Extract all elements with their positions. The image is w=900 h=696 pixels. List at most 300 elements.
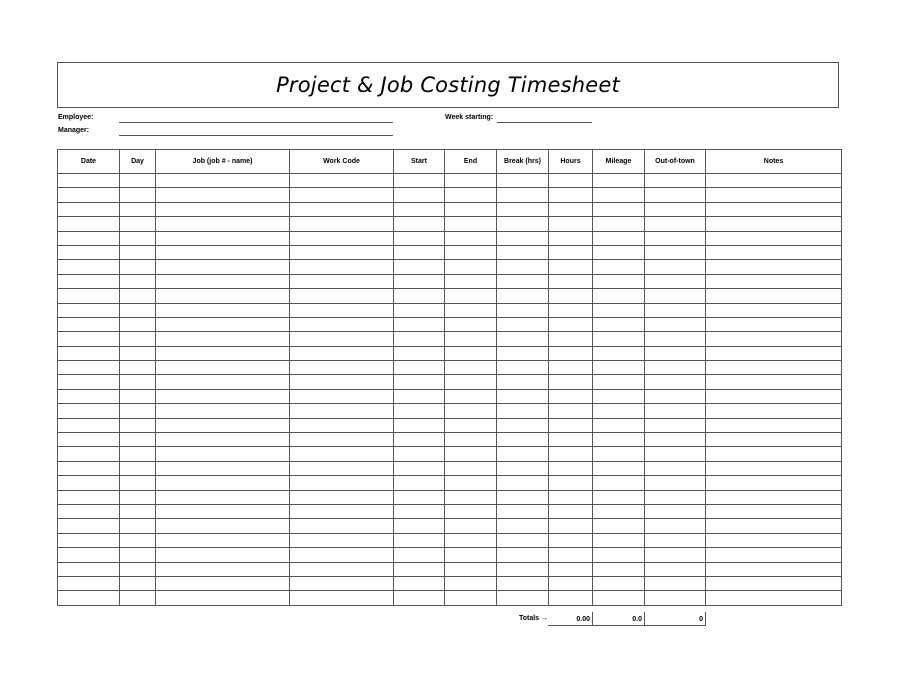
table-cell[interactable] (58, 447, 120, 461)
table-cell[interactable] (58, 231, 120, 245)
table-cell[interactable] (58, 217, 120, 231)
table-cell[interactable] (156, 562, 290, 576)
table-cell[interactable] (549, 274, 593, 288)
table-cell[interactable] (593, 533, 645, 547)
table-cell[interactable] (549, 533, 593, 547)
table-cell[interactable] (645, 332, 706, 346)
table-cell[interactable] (394, 361, 445, 375)
table-cell[interactable] (497, 245, 549, 259)
table-cell[interactable] (497, 576, 549, 590)
table-cell[interactable] (58, 260, 120, 274)
table-cell[interactable] (156, 461, 290, 475)
table-cell[interactable] (394, 346, 445, 360)
table-cell[interactable] (58, 202, 120, 216)
table-cell[interactable] (290, 447, 394, 461)
table-cell[interactable] (120, 519, 156, 533)
table-cell[interactable] (445, 404, 497, 418)
table-cell[interactable] (445, 447, 497, 461)
table-cell[interactable] (394, 260, 445, 274)
table-cell[interactable] (290, 361, 394, 375)
table-cell[interactable] (497, 217, 549, 231)
table-cell[interactable] (593, 317, 645, 331)
table-cell[interactable] (58, 174, 120, 188)
table-cell[interactable] (120, 231, 156, 245)
table-cell[interactable] (549, 332, 593, 346)
table-cell[interactable] (58, 289, 120, 303)
table-cell[interactable] (645, 418, 706, 432)
table-cell[interactable] (120, 332, 156, 346)
table-cell[interactable] (156, 217, 290, 231)
table-cell[interactable] (120, 404, 156, 418)
table-cell[interactable] (497, 433, 549, 447)
table-cell[interactable] (58, 548, 120, 562)
table-cell[interactable] (394, 289, 445, 303)
table-cell[interactable] (156, 188, 290, 202)
table-cell[interactable] (593, 461, 645, 475)
table-cell[interactable] (549, 188, 593, 202)
table-cell[interactable] (445, 519, 497, 533)
table-cell[interactable] (445, 317, 497, 331)
table-cell[interactable] (394, 548, 445, 562)
table-cell[interactable] (445, 188, 497, 202)
table-cell[interactable] (156, 303, 290, 317)
table-cell[interactable] (394, 274, 445, 288)
table-cell[interactable] (497, 274, 549, 288)
table-cell[interactable] (645, 245, 706, 259)
table-cell[interactable] (394, 519, 445, 533)
table-cell[interactable] (706, 476, 842, 490)
table-cell[interactable] (706, 317, 842, 331)
table-cell[interactable] (156, 174, 290, 188)
table-cell[interactable] (549, 576, 593, 590)
table-cell[interactable] (120, 548, 156, 562)
table-cell[interactable] (394, 447, 445, 461)
table-cell[interactable] (706, 404, 842, 418)
table-cell[interactable] (497, 447, 549, 461)
table-cell[interactable] (120, 562, 156, 576)
table-cell[interactable] (497, 548, 549, 562)
table-cell[interactable] (645, 433, 706, 447)
table-cell[interactable] (445, 418, 497, 432)
table-cell[interactable] (593, 404, 645, 418)
table-cell[interactable] (706, 461, 842, 475)
table-cell[interactable] (706, 303, 842, 317)
table-cell[interactable] (290, 202, 394, 216)
table-cell[interactable] (120, 433, 156, 447)
table-cell[interactable] (290, 346, 394, 360)
table-cell[interactable] (645, 361, 706, 375)
table-cell[interactable] (156, 490, 290, 504)
table-cell[interactable] (445, 174, 497, 188)
table-cell[interactable] (497, 591, 549, 605)
table-cell[interactable] (445, 217, 497, 231)
table-cell[interactable] (290, 490, 394, 504)
table-cell[interactable] (394, 461, 445, 475)
table-cell[interactable] (497, 361, 549, 375)
table-cell[interactable] (645, 404, 706, 418)
table-cell[interactable] (645, 562, 706, 576)
table-cell[interactable] (120, 591, 156, 605)
table-cell[interactable] (120, 202, 156, 216)
table-cell[interactable] (497, 231, 549, 245)
table-cell[interactable] (58, 519, 120, 533)
table-cell[interactable] (549, 375, 593, 389)
table-cell[interactable] (156, 576, 290, 590)
table-cell[interactable] (593, 274, 645, 288)
table-cell[interactable] (706, 274, 842, 288)
table-cell[interactable] (445, 476, 497, 490)
table-cell[interactable] (290, 231, 394, 245)
table-cell[interactable] (58, 274, 120, 288)
table-cell[interactable] (58, 504, 120, 518)
table-cell[interactable] (497, 260, 549, 274)
table-cell[interactable] (156, 447, 290, 461)
table-cell[interactable] (58, 591, 120, 605)
table-cell[interactable] (549, 289, 593, 303)
table-cell[interactable] (549, 217, 593, 231)
table-cell[interactable] (120, 533, 156, 547)
table-cell[interactable] (290, 375, 394, 389)
table-cell[interactable] (445, 361, 497, 375)
table-cell[interactable] (706, 433, 842, 447)
table-cell[interactable] (549, 389, 593, 403)
table-cell[interactable] (497, 476, 549, 490)
table-cell[interactable] (156, 332, 290, 346)
table-cell[interactable] (290, 274, 394, 288)
table-cell[interactable] (290, 332, 394, 346)
table-cell[interactable] (593, 245, 645, 259)
table-cell[interactable] (593, 188, 645, 202)
table-cell[interactable] (156, 245, 290, 259)
table-cell[interactable] (394, 576, 445, 590)
table-cell[interactable] (394, 389, 445, 403)
table-cell[interactable] (156, 346, 290, 360)
table-cell[interactable] (593, 303, 645, 317)
table-cell[interactable] (549, 418, 593, 432)
table-cell[interactable] (290, 591, 394, 605)
table-cell[interactable] (120, 245, 156, 259)
table-cell[interactable] (58, 303, 120, 317)
table-cell[interactable] (549, 519, 593, 533)
table-cell[interactable] (290, 174, 394, 188)
table-cell[interactable] (549, 260, 593, 274)
table-cell[interactable] (445, 231, 497, 245)
table-cell[interactable] (156, 260, 290, 274)
table-cell[interactable] (549, 591, 593, 605)
table-cell[interactable] (645, 447, 706, 461)
table-cell[interactable] (156, 404, 290, 418)
table-cell[interactable] (156, 504, 290, 518)
table-cell[interactable] (394, 533, 445, 547)
table-cell[interactable] (290, 461, 394, 475)
table-cell[interactable] (394, 418, 445, 432)
table-cell[interactable] (445, 461, 497, 475)
table-cell[interactable] (593, 548, 645, 562)
table-cell[interactable] (445, 562, 497, 576)
table-cell[interactable] (290, 303, 394, 317)
table-cell[interactable] (290, 504, 394, 518)
table-cell[interactable] (445, 375, 497, 389)
table-cell[interactable] (394, 476, 445, 490)
table-cell[interactable] (156, 519, 290, 533)
table-cell[interactable] (549, 174, 593, 188)
table-cell[interactable] (497, 404, 549, 418)
table-cell[interactable] (706, 332, 842, 346)
table-cell[interactable] (645, 533, 706, 547)
table-cell[interactable] (549, 317, 593, 331)
table-cell[interactable] (497, 289, 549, 303)
table-cell[interactable] (290, 548, 394, 562)
week-starting-field[interactable] (497, 122, 592, 123)
table-cell[interactable] (120, 389, 156, 403)
table-cell[interactable] (290, 418, 394, 432)
table-cell[interactable] (549, 245, 593, 259)
table-cell[interactable] (497, 418, 549, 432)
table-cell[interactable] (645, 174, 706, 188)
table-cell[interactable] (706, 245, 842, 259)
table-cell[interactable] (58, 332, 120, 346)
table-cell[interactable] (290, 217, 394, 231)
table-cell[interactable] (593, 576, 645, 590)
table-cell[interactable] (156, 548, 290, 562)
table-cell[interactable] (290, 245, 394, 259)
table-cell[interactable] (290, 562, 394, 576)
table-cell[interactable] (593, 389, 645, 403)
table-cell[interactable] (58, 533, 120, 547)
table-cell[interactable] (394, 562, 445, 576)
table-cell[interactable] (156, 418, 290, 432)
table-cell[interactable] (593, 418, 645, 432)
table-cell[interactable] (120, 217, 156, 231)
table-cell[interactable] (645, 274, 706, 288)
table-cell[interactable] (549, 202, 593, 216)
table-cell[interactable] (58, 317, 120, 331)
table-cell[interactable] (645, 188, 706, 202)
table-cell[interactable] (706, 533, 842, 547)
table-cell[interactable] (394, 303, 445, 317)
table-cell[interactable] (156, 476, 290, 490)
table-cell[interactable] (290, 260, 394, 274)
table-cell[interactable] (445, 389, 497, 403)
table-cell[interactable] (645, 389, 706, 403)
table-cell[interactable] (156, 533, 290, 547)
table-cell[interactable] (445, 245, 497, 259)
table-cell[interactable] (497, 519, 549, 533)
table-cell[interactable] (706, 289, 842, 303)
table-cell[interactable] (394, 504, 445, 518)
table-cell[interactable] (290, 404, 394, 418)
table-cell[interactable] (497, 490, 549, 504)
table-cell[interactable] (549, 231, 593, 245)
table-cell[interactable] (445, 433, 497, 447)
table-cell[interactable] (706, 260, 842, 274)
table-cell[interactable] (706, 591, 842, 605)
table-cell[interactable] (58, 476, 120, 490)
table-cell[interactable] (549, 361, 593, 375)
table-cell[interactable] (706, 418, 842, 432)
table-cell[interactable] (593, 289, 645, 303)
table-cell[interactable] (549, 476, 593, 490)
table-cell[interactable] (497, 375, 549, 389)
table-cell[interactable] (290, 188, 394, 202)
table-cell[interactable] (645, 231, 706, 245)
table-cell[interactable] (645, 289, 706, 303)
table-cell[interactable] (549, 548, 593, 562)
table-cell[interactable] (706, 548, 842, 562)
table-cell[interactable] (58, 576, 120, 590)
table-cell[interactable] (445, 490, 497, 504)
table-cell[interactable] (497, 389, 549, 403)
table-cell[interactable] (58, 404, 120, 418)
table-cell[interactable] (394, 317, 445, 331)
table-cell[interactable] (445, 303, 497, 317)
table-cell[interactable] (445, 332, 497, 346)
table-cell[interactable] (156, 274, 290, 288)
table-cell[interactable] (120, 174, 156, 188)
table-cell[interactable] (549, 490, 593, 504)
table-cell[interactable] (156, 361, 290, 375)
table-cell[interactable] (394, 433, 445, 447)
table-cell[interactable] (445, 533, 497, 547)
table-cell[interactable] (706, 202, 842, 216)
table-cell[interactable] (706, 490, 842, 504)
table-cell[interactable] (706, 231, 842, 245)
table-cell[interactable] (497, 533, 549, 547)
table-cell[interactable] (120, 317, 156, 331)
table-cell[interactable] (645, 548, 706, 562)
table-cell[interactable] (645, 591, 706, 605)
table-cell[interactable] (394, 174, 445, 188)
table-cell[interactable] (497, 188, 549, 202)
table-cell[interactable] (593, 591, 645, 605)
table-cell[interactable] (645, 519, 706, 533)
table-cell[interactable] (290, 289, 394, 303)
table-cell[interactable] (445, 504, 497, 518)
table-cell[interactable] (156, 375, 290, 389)
table-cell[interactable] (549, 303, 593, 317)
table-cell[interactable] (58, 188, 120, 202)
table-cell[interactable] (394, 591, 445, 605)
table-cell[interactable] (706, 346, 842, 360)
table-cell[interactable] (549, 404, 593, 418)
table-cell[interactable] (394, 188, 445, 202)
table-cell[interactable] (156, 202, 290, 216)
table-cell[interactable] (706, 361, 842, 375)
table-cell[interactable] (120, 375, 156, 389)
table-cell[interactable] (593, 231, 645, 245)
table-cell[interactable] (394, 332, 445, 346)
table-cell[interactable] (593, 519, 645, 533)
table-cell[interactable] (497, 202, 549, 216)
table-cell[interactable] (445, 346, 497, 360)
table-cell[interactable] (156, 591, 290, 605)
table-cell[interactable] (706, 188, 842, 202)
table-cell[interactable] (593, 346, 645, 360)
table-cell[interactable] (120, 361, 156, 375)
table-cell[interactable] (593, 332, 645, 346)
table-cell[interactable] (445, 260, 497, 274)
table-cell[interactable] (593, 447, 645, 461)
table-cell[interactable] (706, 562, 842, 576)
table-cell[interactable] (58, 490, 120, 504)
table-cell[interactable] (593, 490, 645, 504)
table-cell[interactable] (497, 346, 549, 360)
table-cell[interactable] (645, 375, 706, 389)
table-cell[interactable] (549, 433, 593, 447)
table-cell[interactable] (290, 533, 394, 547)
table-cell[interactable] (706, 375, 842, 389)
table-cell[interactable] (120, 289, 156, 303)
table-cell[interactable] (290, 476, 394, 490)
table-cell[interactable] (549, 447, 593, 461)
table-cell[interactable] (58, 389, 120, 403)
table-cell[interactable] (645, 217, 706, 231)
table-cell[interactable] (290, 389, 394, 403)
table-cell[interactable] (394, 217, 445, 231)
table-cell[interactable] (497, 504, 549, 518)
table-cell[interactable] (593, 260, 645, 274)
table-cell[interactable] (120, 260, 156, 274)
table-cell[interactable] (120, 576, 156, 590)
table-cell[interactable] (645, 346, 706, 360)
table-cell[interactable] (645, 476, 706, 490)
employee-field[interactable] (119, 122, 393, 123)
table-cell[interactable] (645, 260, 706, 274)
table-cell[interactable] (593, 361, 645, 375)
table-cell[interactable] (290, 317, 394, 331)
table-cell[interactable] (445, 576, 497, 590)
table-cell[interactable] (120, 346, 156, 360)
table-cell[interactable] (394, 404, 445, 418)
table-cell[interactable] (445, 274, 497, 288)
table-cell[interactable] (645, 504, 706, 518)
table-cell[interactable] (120, 490, 156, 504)
table-cell[interactable] (497, 303, 549, 317)
table-cell[interactable] (156, 389, 290, 403)
table-cell[interactable] (593, 202, 645, 216)
table-cell[interactable] (58, 361, 120, 375)
table-cell[interactable] (706, 576, 842, 590)
table-cell[interactable] (120, 447, 156, 461)
table-cell[interactable] (58, 461, 120, 475)
table-cell[interactable] (156, 231, 290, 245)
table-cell[interactable] (58, 375, 120, 389)
table-cell[interactable] (645, 317, 706, 331)
table-cell[interactable] (290, 576, 394, 590)
table-cell[interactable] (58, 433, 120, 447)
table-cell[interactable] (120, 274, 156, 288)
table-cell[interactable] (706, 217, 842, 231)
manager-field[interactable] (119, 135, 393, 136)
table-cell[interactable] (645, 490, 706, 504)
table-cell[interactable] (394, 490, 445, 504)
table-cell[interactable] (290, 519, 394, 533)
table-cell[interactable] (120, 476, 156, 490)
table-cell[interactable] (497, 562, 549, 576)
table-cell[interactable] (497, 461, 549, 475)
table-cell[interactable] (120, 504, 156, 518)
table-cell[interactable] (156, 317, 290, 331)
table-cell[interactable] (394, 231, 445, 245)
table-cell[interactable] (120, 188, 156, 202)
table-cell[interactable] (58, 418, 120, 432)
table-cell[interactable] (394, 245, 445, 259)
table-cell[interactable] (593, 476, 645, 490)
table-cell[interactable] (549, 346, 593, 360)
table-cell[interactable] (120, 303, 156, 317)
table-cell[interactable] (549, 461, 593, 475)
table-cell[interactable] (593, 504, 645, 518)
